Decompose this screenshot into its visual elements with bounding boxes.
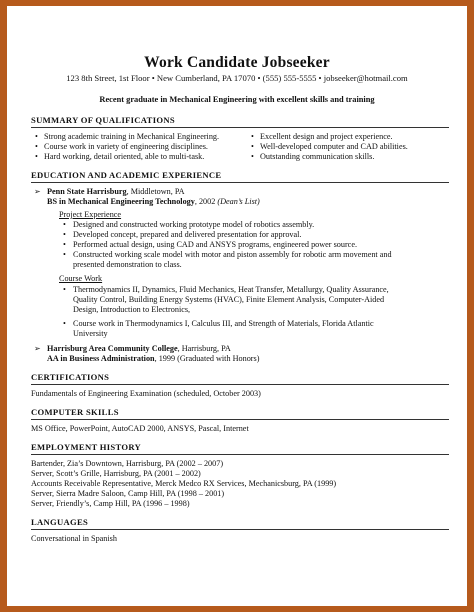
bullet-icon: • (35, 142, 38, 151)
employment-rule (31, 454, 449, 455)
course-item: Course work in Thermodynamics I, Calculus III, and Strength of Materials, Florida Atlantic (73, 319, 374, 328)
languages-text: Conversational in Spanish (31, 534, 117, 543)
job-item: Server, Friendly’s, Camp Hill, PA (1996 – 1998) (31, 499, 190, 508)
course-heading: Course Work (59, 274, 103, 283)
project-item-cont: presented demonstration to class. (73, 260, 182, 269)
arrow-bullet-icon: ➢ (34, 344, 41, 353)
bullet-icon: • (63, 250, 66, 259)
arrow-bullet-icon: ➢ (34, 187, 41, 196)
degree-line: AA in Business Administration, 1999 (Graduated with Honors) (47, 354, 260, 363)
skills-text: MS Office, PowerPoint, AutoCAD 2000, ANSYS, Pascal, Internet (31, 424, 249, 433)
school-line: Penn State Harrisburg, Middletown, PA (47, 187, 185, 196)
bullet-icon: • (63, 285, 66, 294)
summary-left-item: Hard working, detail oriented, able to multi-task. (44, 152, 205, 161)
resume-page (7, 6, 467, 606)
bullet-icon: • (63, 220, 66, 229)
skills-title: COMPUTER SKILLS (31, 407, 119, 417)
summary-left-item: Course work in variety of engineering disciplines. (44, 142, 208, 151)
job-item: Server, Sierra Madre Saloon, Camp Hill, PA (1998 – 2001) (31, 489, 225, 498)
summary-rule (31, 127, 449, 128)
employment-title: EMPLOYMENT HISTORY (31, 442, 142, 452)
job-item: Bartender, Zia’s Downtown, Harrisburg, PA (2002 – 2007) (31, 459, 224, 468)
summary-right-item: Outstanding communication skills. (260, 152, 375, 161)
languages-title: LANGUAGES (31, 517, 89, 527)
degree-line: BS in Mechanical Engineering Technology, 2002 (Dean’s List) (47, 197, 260, 206)
skills-rule (31, 419, 449, 420)
summary-right-item: Well-developed computer and CAD abilities. (260, 142, 408, 151)
candidate-name: Work Candidate Jobseeker (144, 54, 330, 71)
certifications-text: Fundamentals of Engineering Examination (scheduled, October 2003) (31, 389, 261, 398)
bullet-icon: • (251, 142, 254, 151)
school-line: Harrisburg Area Community College, Harrisburg, PA (47, 344, 231, 353)
education-title: EDUCATION AND ACADEMIC EXPERIENCE (31, 170, 222, 180)
bullet-icon: • (35, 152, 38, 161)
certifications-rule (31, 384, 449, 385)
project-item: Constructed working scale model with motor and piston assembly for robotic arm movement and (73, 250, 392, 259)
bullet-icon: • (63, 240, 66, 249)
project-item: Designed and constructed working prototype model of robotics assembly. (73, 220, 315, 229)
education-rule (31, 182, 449, 183)
certifications-title: CERTIFICATIONS (31, 372, 110, 382)
languages-rule (31, 529, 449, 530)
job-item: Accounts Receivable Representative, Merck Medco RX Services, Mechanicsburg, PA (1999) (31, 479, 337, 488)
course-item-cont: Quality Control, Building Energy Systems (HVAC), Finite Element Analysis, Computer-Aided (73, 295, 385, 304)
bullet-icon: • (63, 319, 66, 328)
course-item-cont: University (73, 329, 108, 338)
course-item: Thermodynamics II, Dynamics, Fluid Mechanics, Heat Transfer, Metallurgy, Quality Assurance, (73, 285, 389, 294)
job-item: Server, Scott’s Grille, Harrisburg, PA (2001 – 2002) (31, 469, 201, 478)
contact-line: 123 8th Street, 1st Floor • New Cumberland, PA 17070 • (555) 555-5555 • jobseeker@hotmail.com (66, 73, 408, 83)
project-item: Developed concept, prepared and delivered presentation for approval. (73, 230, 302, 239)
bullet-icon: • (63, 230, 66, 239)
summary-right-item: Excellent design and project experience. (260, 132, 393, 141)
bullet-icon: • (251, 152, 254, 161)
objective-line: Recent graduate in Mechanical Engineering with excellent skills and training (99, 95, 375, 104)
bullet-icon: • (251, 132, 254, 141)
bullet-icon: • (35, 132, 38, 141)
summary-left-item: Strong academic training in Mechanical Engineering. (44, 132, 220, 141)
summary-title: SUMMARY OF QUALIFICATIONS (31, 115, 175, 125)
project-item: Performed actual design, using CAD and ANSYS programs, engineered power source. (73, 240, 357, 249)
course-item-cont: Design, Introduction to Electronics, (73, 305, 191, 314)
project-heading: Project Experience (59, 210, 122, 219)
